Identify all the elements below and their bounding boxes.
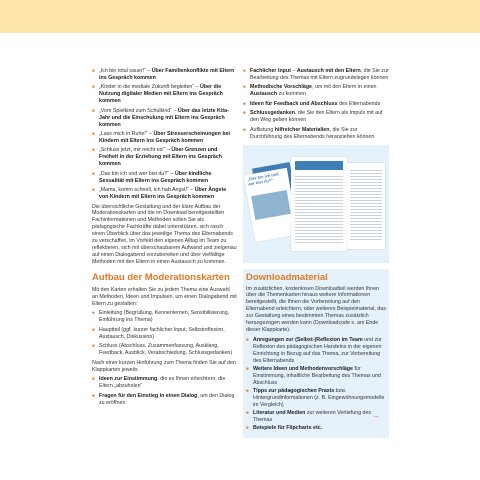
list-item: ■ Ideen zur Einstimmung, die es Ihnen erleichtern, die Eltern „abzuholen“ xyxy=(92,376,237,390)
list-item: ■ „Schluss jetzt, mir reicht es!“ – Über Grenzen und Freiheit in der Erziehung mit Eltern ins Gespräch kommen xyxy=(92,147,237,168)
list-item: ■ Weitere Ideen und Methodenvorschläge für Einstimmung, inhaltliche Bearbeitung des Themas und Abschluss xyxy=(246,366,386,387)
continue-arrow-icon: → xyxy=(372,411,380,420)
left-column xyxy=(92,68,237,409)
list-item: ■ Literatur und Medien zur weiteren Vertiefung des Themas xyxy=(246,410,386,424)
structure-intro: Mit den Karten erhalten Sie zu jedem Thema eine Auswahl an Methoden, Ideen und Impulsen, um einen Dialogabend mit Eltern zu gestalten: xyxy=(92,286,237,307)
list-item: ■ „Lass mich in Ruhe!“ – Über Stresserscheinungen bei Kindern mit Eltern ins Gespräch kommen xyxy=(92,131,237,145)
product-illustration xyxy=(243,145,389,263)
topic-list xyxy=(92,68,237,201)
list-item: ■ Anregungen zur (Selbst-)Reflexion im Team und zur Reflexion des pädagogischen Handelns in der eigenen Einrichtung in Bezug auf das Thema, zur Vorbereitung des Elternabends xyxy=(246,337,386,365)
list-item: ■ „Ich bin total sauer!“ – Über Familienkonflikte mit Eltern ins Gespräch kommen xyxy=(92,68,237,82)
top-color-band xyxy=(0,0,480,33)
brochure-page-image xyxy=(291,157,347,251)
right-column xyxy=(243,68,389,438)
list-item: ■ Methodische Vorschläge, um mit den Eltern in einen Austausch zu kommen xyxy=(243,84,389,98)
list-item: ■ Tipps zur pädagogischen Praxis bzw. Hintergrundinformationen (z. B. Eingewöhnungsmodelle im Vergleich) xyxy=(246,388,386,409)
card-contents-list xyxy=(243,68,389,141)
download-intro: Im zusätzlichen, kostenlosen Downloadteil werden Ihnen über die Themenkarten hinaus weitere Informationen bereitgestellt, die Ihnen die Vorbereitung auf den Elternabend erleichtern, oder weiteres Beispielmaterial, das zur Gestaltung eines bestimmten Themas zusätzlich herangezogen werden kann (Downloadcode s. am Ende dieser Klappkarte). xyxy=(246,285,386,333)
brochure-text-lines xyxy=(350,168,382,242)
section-heading-moderationskarten: Aufbau der Moderationskarten xyxy=(92,271,230,283)
download-list xyxy=(246,337,386,432)
list-item: ■ Hauptteil (ggf. kurzer fachlicher Input, Selbstreflexion, Austausch, Diskussion) xyxy=(92,327,237,341)
brochure-header-bar xyxy=(295,161,343,170)
download-section xyxy=(243,269,389,438)
section-heading-downloadmaterial: Downloadmaterial xyxy=(246,271,328,283)
cards-intro: Nach einer kurzen Hinführung zum Thema finden Sie auf den Klappkarten jeweils xyxy=(92,359,236,373)
list-item: ■ Schlussgedanken, die Sie den Eltern als Impuls mit auf den Weg geben können xyxy=(243,110,389,124)
list-item: ■ Auflistung hilfreicher Materialien, die Sie zur Durchführung des Elternabends heranziehen können xyxy=(243,127,389,141)
card-photo xyxy=(251,190,291,220)
list-item: ■ „Vom Spielkind zum Schulkind“ – Über das letzte Kita-Jahr und die Einschulung mit Eltern ins Gespräch kommen xyxy=(92,108,237,129)
intro-paragraph: Die übersichtliche Gestaltung und der klare Aufbau der Moderationskarten und die im Download bereitgestellten Fachinformationen und Methoden sollen Sie als pädagogische Fachkräfte dabei unterstützen, sich rasch einen Überblick über das jeweilige Thema des Elternabends zu verschaffen, im Vorfeld den eigenen Alltag im Team zu reflektieren, sich mit überschaubarem Aufwand und zielgenau auf einen Dialogabend vorzubereiten und über vielfältige Methoden mit den Eltern in einen Austausch zu kommen. xyxy=(92,203,237,265)
list-item: ■ Ideen für Feedback und Abschluss des Elternabends xyxy=(243,101,389,108)
brochure-text-lines xyxy=(295,174,343,244)
list-item: ■ „Mama, komm schnell, ich hab Angst!“ – Über Ängste von Kindern mit Eltern ins Gespräch kommen xyxy=(92,187,237,201)
list-item: ■ Beispiele für Flipcharts etc. xyxy=(246,425,386,432)
list-item: ■ Fragen für den Einstieg in einen Dialog, um den Dialog zu eröffnen xyxy=(92,393,237,407)
list-item: ■ Einleitung (Begrüßung, Kennenlernen, Sensibilisierung, Einführung ins Thema) xyxy=(92,310,237,324)
card-title: „Das bin ich und wer bist du?“ xyxy=(246,170,279,186)
list-item: ■ „Das bin ich und wer bist du?“ – Über kindliche Sexualität mit Eltern ins Gespräch kommen xyxy=(92,171,237,185)
structure-list xyxy=(92,310,237,357)
list-item: ■ „Kinder in die mediale Zukunft begleiten“ – Über die Nutzung digitaler Medien mit Eltern ins Gespräch kommen xyxy=(92,84,237,105)
list-item: ■ Fachlicher Input – Austausch mit den Eltern, die Sie zur Bearbeitung des Themas mit Eltern zugrundelegen können xyxy=(243,68,389,82)
list-item: ■ Schluss (Abschluss, Zusammenfassung, Ausklang, Feedback, Ausblick, Verabschiedung, Schlussgedanken) xyxy=(92,343,237,357)
brochure-page-image-2 xyxy=(347,163,385,249)
cards-list xyxy=(92,376,237,406)
